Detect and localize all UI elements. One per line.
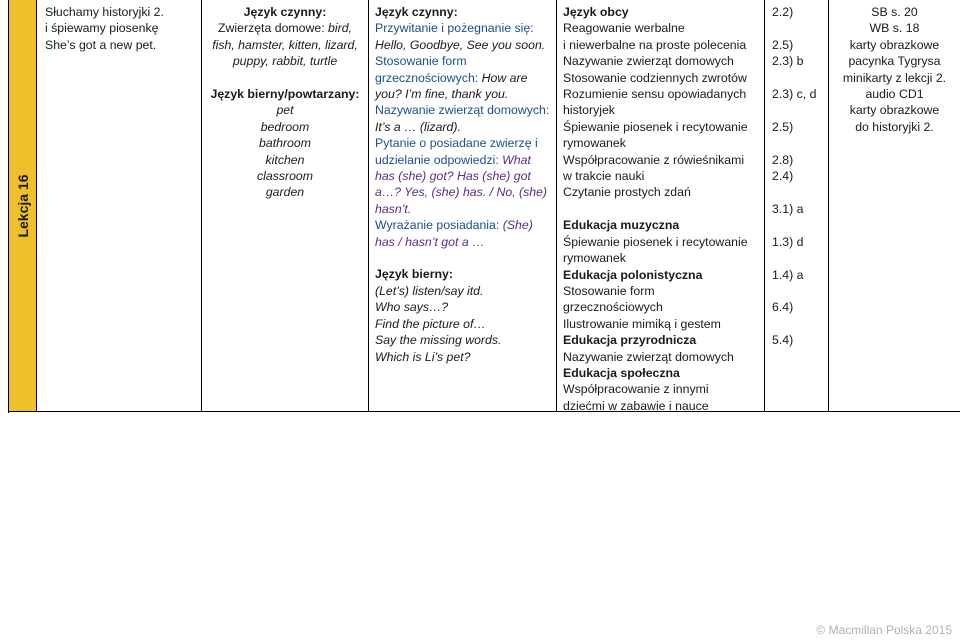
vocab-word: kitchen [265,152,305,167]
vocabulary-text [202,4,368,201]
curriculum-ref: 1.3) d [772,234,804,249]
curriculum-ref: 2.8) [772,152,794,167]
structure-line: you? I’m fine, thank you. [375,87,509,102]
skills-heading: Edukacja przyrodnicza [563,333,697,348]
skills-line: Współpracowanie z innymi [563,382,709,397]
curriculum-ref [772,135,824,151]
topic-cell [37,0,202,412]
lesson-cell [9,0,37,412]
structures-text [375,4,552,365]
structure-line: grzecznościowych: How are [375,70,528,85]
structure-line: (Let’s) listen/say itd. [375,283,484,298]
vocab-word: bathroom [259,136,311,151]
structure-line: a…? Yes, (she) has. / No, (she) [375,185,548,200]
skills-line: Współpracowanie z rówieśnikami [563,152,745,167]
vocab-word: pet [276,103,294,118]
curriculum-ref: 5.4) [772,333,794,348]
material-item: do historyjki 2. [855,119,934,134]
skills-line: Stosowanie codziennych zwrotów [563,70,747,85]
material-item: pacynka Tygrysa [848,54,941,69]
structure-line: Hello, Goodbye, See you soon. [375,37,546,52]
skills-line: w trakcie nauki [563,169,645,184]
curriculum-ref: 2.3) b [772,54,804,69]
skills-line: rymowanek [563,136,626,151]
vocab-passive-title: Język bierny/powtarzany: [210,87,360,102]
topic-text [45,4,197,53]
skills-line: Rozumienie sensu opowiadanych [563,87,747,102]
structure-line: hasn’t. [375,201,412,216]
skills-line: Śpiewanie piosenek i recytowanie [563,234,748,249]
skills-heading: Język obcy [563,5,629,19]
material-item: karty obrazkowe [849,103,940,118]
topic-line: Słuchamy historyjki 2. [45,5,164,19]
skills-line [563,201,760,217]
structures-cell [369,0,557,412]
skills-heading: Edukacja społeczna [563,365,680,380]
copyright-footer: © Macmillan Polska 2015 [816,622,952,637]
skills-line: Reagowanie werbalne [563,21,685,36]
vocab-word: fish, hamster, kitten, lizard, [212,37,358,52]
structure-line: Stosowanie form [375,54,467,69]
curriculum-ref: 1.4) a [772,267,804,282]
material-item: WB s. 18 [869,21,920,36]
vocab-active-intro: Zwierzęta domowe: bird, [218,21,352,36]
curriculum-ref [772,20,824,36]
structure-line: It’s a … (lizard). [375,119,461,134]
skills-line: Śpiewanie piosenek i recytowanie [563,119,748,134]
structure-line: Pytanie o posiadane zwierzę i [375,136,538,151]
topic-line: i śpiewamy piosenkę [45,21,159,36]
skills-line: dziećmi w zabawie i nauce [563,398,709,413]
skills-heading: Edukacja polonistyczna [563,267,703,282]
vocab-word: puppy, rabbit, turtle [232,54,338,69]
material-item: minikarty z lekcji 2. [842,70,947,85]
topic-line: She’s got a new pet. [45,37,157,52]
lesson-plan-table [8,0,960,413]
skills-text [563,4,760,414]
skills-heading: Edukacja muzyczna [563,218,680,233]
skills-line: i niewerbalne na proste polecenia [563,37,747,52]
vocab-word: classroom [256,169,314,184]
curriculum-ref [772,217,824,233]
skills-line: Nazywanie zwierząt domowych [563,54,734,69]
materials-text [829,4,960,135]
structure-line: Przywitanie i pożegnanie się: [375,21,534,36]
structures-passive-title: Język bierny: [375,267,453,282]
skills-line: historyjek [563,103,615,118]
curriculum-ref: 2.3) c, d [772,87,817,102]
structure-line: has (she) got? Has (she) got [375,169,531,184]
structure-line: udzielanie odpowiedzi: What [375,152,531,167]
structure-line: Find the picture of… [375,316,486,331]
material-item: karty obrazkowe [849,37,940,52]
curriculum-text [772,4,824,349]
curriculum-ref: 3.1) a [772,201,804,216]
skills-line: rymowanek [563,251,626,266]
curriculum-ref [772,316,824,332]
skills-cell [557,0,765,412]
structure-line: has / hasn’t got a … [375,234,485,249]
skills-line: Czytanie prostych zdań [563,185,691,200]
curriculum-ref: 2.4) [772,169,794,184]
structure-line: Nazywanie zwierząt domowych: [375,103,550,118]
curriculum-ref: 6.4) [772,300,794,315]
structure-line: Say the missing words. [375,333,502,348]
material-item: audio CD1 [865,87,924,102]
skills-line: Stosowanie form [563,283,655,298]
lesson-label: Lekcja 16 [14,174,31,238]
material-item: SB s. 20 [871,5,918,19]
materials-cell [829,0,960,412]
curriculum-ref [772,283,824,299]
curriculum-ref: 2.2) [772,5,794,19]
vocab-word: bedroom [260,119,310,134]
curriculum-ref [772,102,824,118]
skills-line: Nazywanie zwierząt domowych [563,349,734,364]
skills-line: Ilustrowanie mimiką i gestem [563,316,721,331]
curriculum-cell [765,0,829,412]
skills-line: grzecznościowych [563,300,663,315]
vocabulary-cell [202,0,369,412]
curriculum-ref: 2.5) [772,119,794,134]
curriculum-ref [772,250,824,266]
structure-line: Wyrażanie posiadania: (She) [375,218,533,233]
curriculum-ref [772,70,824,86]
structure-line: Who says…? [375,300,449,315]
structure-line: Which is Li’s pet? [375,349,471,364]
curriculum-ref [772,184,824,200]
structures-active-title: Język czynny: [375,5,458,19]
curriculum-ref: 2.5) [772,37,794,52]
vocab-word: garden [265,185,305,200]
vocab-active-title: Język czynny: [243,5,327,19]
